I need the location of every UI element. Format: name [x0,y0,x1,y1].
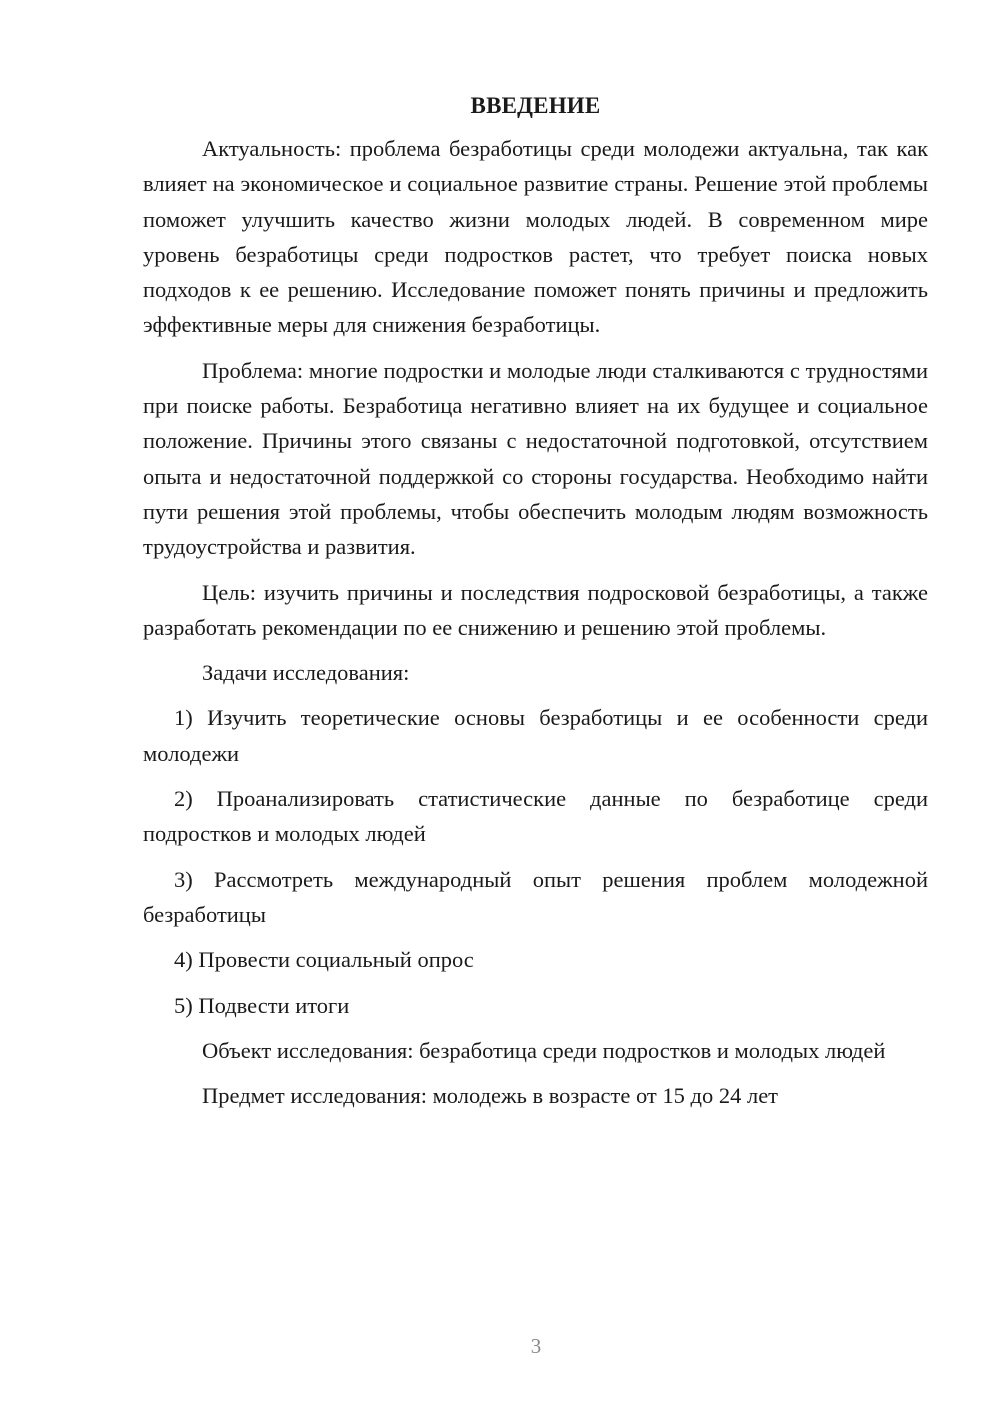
task-item-1: 1) Изучить теоретические основы безработицы и ее особенности среди молодежи [143,705,928,766]
task-item-3: 3) Рассмотреть международный опыт решения проблем молодежной безработицы [143,866,928,927]
page-number: 3 [530,1334,542,1358]
task-item-2: 2) Проанализировать статистические данные по безработице среди подростков и молодых людей [143,786,928,847]
tasks-title: Задачи исследования: [202,660,410,686]
paragraph-problem: Проблема: многие подростки и молодые люди сталкиваются с трудностями при поиске работы. Безработица негативно влияет на их будущее и социальное положение. Причины этого связаны с недостаточной подготовкой, отсутствием опыта и недостаточной поддержкой со стороны государства. Необходимо найти пути решения этой проблемы, чтобы обеспечить молодым людям возможность трудоустройства и развития. [143,357,928,560]
task-item-4: 4) Провести социальный опрос [174,947,474,973]
paragraph-relevance: Актуальность: проблема безработицы среди молодежи актуальна, так как влияет на экономическое и социальное развитие страны. Решение этой проблемы поможет улучшить качество жизни молодых людей. В современном мире уровень безработицы среди подростков растет, что требует поиска новых подходов к ее решению. Исследование поможет понять причины и предложить эффективные меры для снижения безработицы. [143,136,928,338]
page-number-wrapper [0,1334,1000,1359]
task-item-5: 5) Подвести итоги [174,992,350,1018]
document-page [143,88,928,1123]
paragraph-subject: Предмет исследования: молодежь в возрасте от 15 до 24 лет [202,1083,779,1109]
paragraph-goal: Цель: изучить причины и последствия подросковой безработицы, а также разработать рекомендации по ее снижению и решению этой проблемы. [143,579,928,640]
paragraph-object: Объект исследования: безработица среди подростков и молодых людей [202,1037,886,1063]
section-heading: ВВЕДЕНИЕ [470,93,601,118]
